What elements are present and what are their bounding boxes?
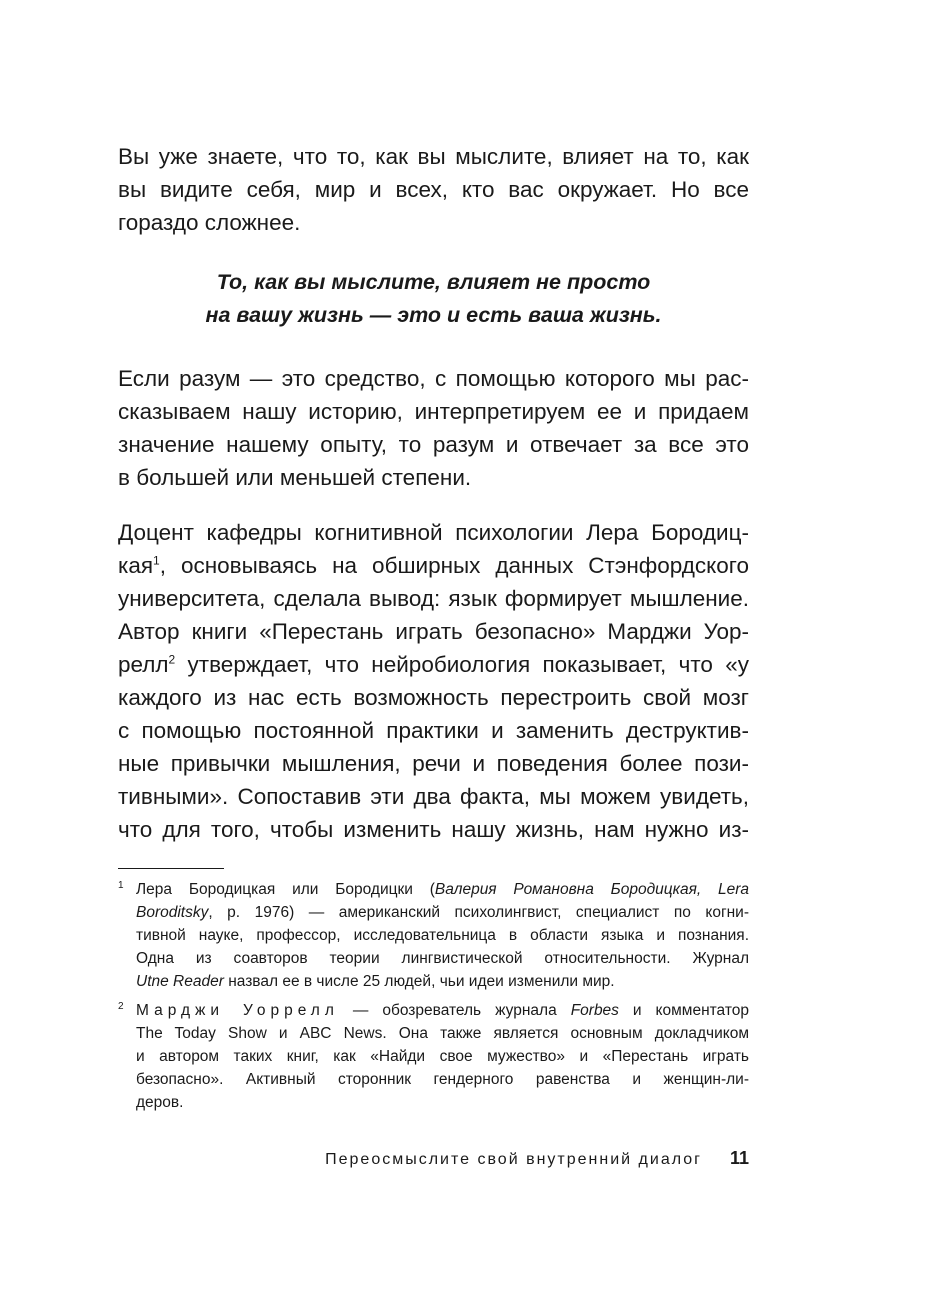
footnote-line (136, 878, 749, 901)
text-line: с помощью постоянной практики и заменить деструктив- (118, 718, 749, 743)
italic-run: Forbes (570, 1002, 619, 1019)
text-line: в большей или меньшей степени. (118, 465, 472, 490)
text-line: университета, сделала вывод: язык формирует мышление. (118, 586, 749, 611)
running-footer (118, 1147, 749, 1171)
text-line: что для того, чтобы изменить нашу жизнь, нам нужно из- (118, 817, 749, 842)
text-run: релл (118, 652, 169, 677)
footnote-ref-2[interactable]: 2 (168, 652, 176, 667)
italic-run: Boroditsky (136, 904, 209, 921)
footnote-number: 1 (118, 880, 124, 891)
quote-line: То, как вы мыслите, влияет не просто (216, 270, 651, 294)
text-line (118, 549, 749, 582)
paragraph-2 (118, 362, 749, 494)
text-run: кая (118, 553, 154, 578)
text-run: и комментатор (618, 1002, 749, 1019)
footnote-line: деров. (136, 1094, 184, 1111)
footnote-line: Одна из соавторов теории лингвистической относительности. Журнал (136, 950, 749, 967)
footnote-divider (118, 868, 224, 869)
text-line (118, 648, 749, 681)
text-line: ные привычки мышления, речи и поведения более пози- (118, 751, 749, 776)
text-run: — обозреватель журнала (338, 1002, 571, 1019)
main-text (118, 140, 749, 846)
text-run: Лера Бородицкая или Бородицки ( (136, 881, 435, 898)
quote-line: на вашу жизнь — это и есть ваша жизнь. (205, 303, 662, 327)
pull-quote (118, 266, 749, 332)
running-title: Переосмыслите свой внутренний диалог (325, 1151, 702, 1168)
text-run: назвал ее в числе 25 людей, чьи идеи изменили мир. (223, 973, 615, 990)
text-line: гораздо сложнее. (118, 210, 301, 235)
text-line: сказываем нашу историю, интерпретируем ее и придаем (118, 399, 749, 424)
footnote-line: безопасно». Активный сторонник гендерного равенства и женщин-ли- (136, 1071, 749, 1088)
text-run: утверждает, что нейробиология показывает, что «у (175, 652, 749, 677)
footnote-line: тивной науке, профессор, исследовательница в области языка и познания. (136, 927, 749, 944)
text-line: тивными». Сопоставив эти два факта, мы можем увидеть, (118, 784, 749, 809)
text-line: значение нашему опыту, то разум и отвечает за все это (118, 432, 749, 457)
text-run: , р. 1976) — американский психолингвист, специалист по когни- (208, 904, 749, 921)
footnote-line: The Today Show и ABC News. Она также является основным докладчиком (136, 1025, 749, 1042)
footnotes (118, 878, 749, 1114)
text-line: Автор книги «Перестань играть безопасно» Марджи Уор- (118, 619, 749, 644)
text-line: Если разум — это средство, с помощью которого мы рас- (118, 366, 749, 391)
footnote-number: 2 (118, 1001, 124, 1012)
text-line: Вы уже знаете, что то, как вы мыслите, влияет на то, как (118, 144, 749, 169)
footnote-line: и автором таких книг, как «Найди свое мужество» и «Перестань играть (136, 1048, 749, 1065)
footnote-line (136, 901, 749, 924)
paragraph-1 (118, 140, 749, 239)
text-line: каждого из нас есть возможность перестроить свой мозг (118, 685, 749, 710)
paragraph-3 (118, 516, 749, 846)
footnote-line (136, 999, 749, 1022)
footnote-1 (118, 878, 749, 993)
footnote-line (136, 970, 749, 993)
footnote-2 (118, 999, 749, 1114)
page-number: 11 (729, 1148, 749, 1168)
text-run: , основываясь на обширных данных Стэнфордского (159, 553, 749, 578)
spaced-name: Марджи Уоррелл (136, 1002, 339, 1019)
text-line: Доцент кафедры когнитивной психологии Лера Бородиц- (118, 520, 749, 545)
text-line: вы видите себя, мир и всех, кто вас окружает. Но все (118, 177, 749, 202)
italic-run: Валерия Романовна Бородицкая, Lera (434, 881, 749, 898)
footnote-ref-1[interactable]: 1 (153, 553, 160, 568)
italic-run: Utne Reader (136, 973, 224, 990)
